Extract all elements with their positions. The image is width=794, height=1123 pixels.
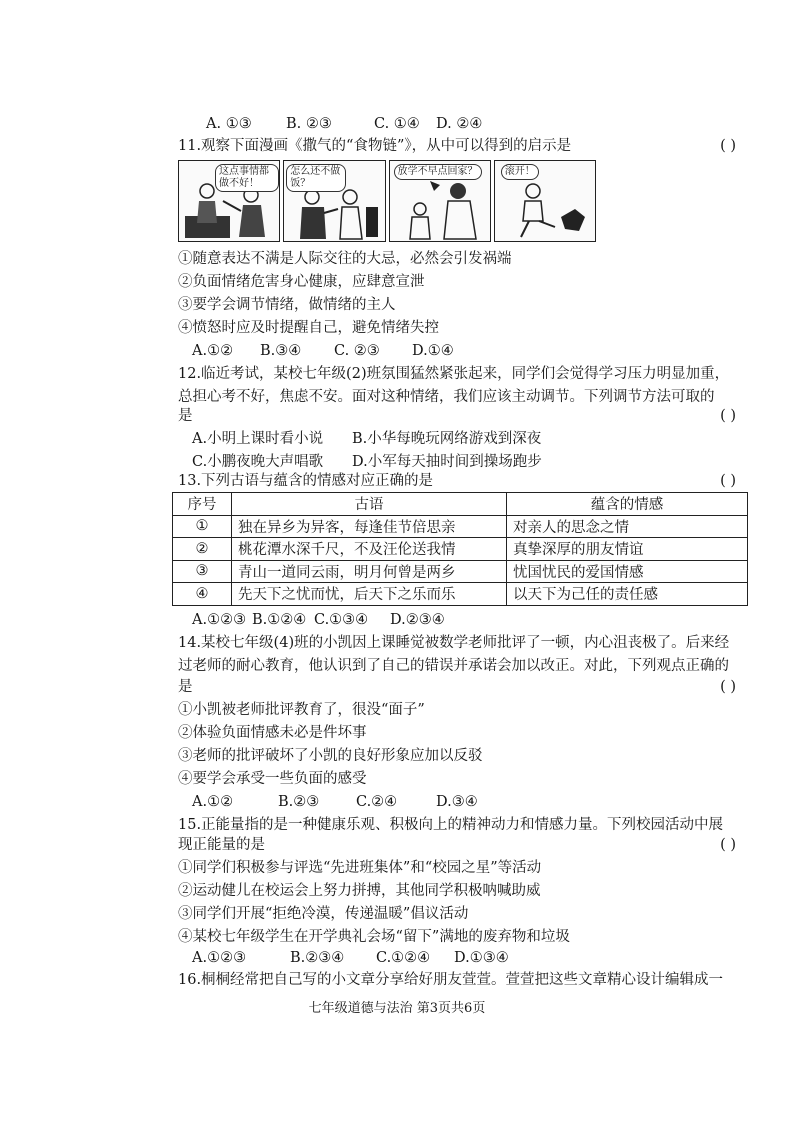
table-header-cell: 序号 <box>173 493 232 516</box>
q11-answer-paren: ( ) <box>720 138 736 154</box>
q16-stem-line1: 16.桐桐经常把自己写的小文章分享给好朋友萱萱。萱萱把这些文章精心设计编辑成一 <box>178 972 724 988</box>
q11-option-a: A.①② <box>192 343 234 359</box>
q12-option-d: D.小军每天抽时间到操场跑步 <box>352 454 542 470</box>
q12-option-c: C.小鹏夜晚大声唱歌 <box>192 454 324 470</box>
table-header-cell: 古语 <box>232 493 507 516</box>
q15-option-a: A.①②③ <box>192 950 247 966</box>
comic-bubble-4: 滚开！ <box>501 164 539 180</box>
q13-stem: 13.下列古语与蕴含的情感对应正确的是 <box>178 473 434 489</box>
comic-panel-1 <box>178 160 280 242</box>
q15-item-2: ②运动健儿在校运会上努力拼搏，其他同学积极呐喊助威 <box>178 883 541 899</box>
table-row <box>173 538 748 561</box>
q14-answer-paren: ( ) <box>720 679 736 695</box>
q14-stem-line1: 14.某校七年级(4)班的小凯因上课睡觉被数学老师批评了一顿，内心沮丧极了。后来经 <box>178 635 730 651</box>
table-cell: ② <box>173 538 232 561</box>
q15-option-d: D.①③④ <box>454 950 509 966</box>
table-cell: 独在异乡为异客，每逢佳节倍思亲 <box>232 515 507 538</box>
q10-option-a: A. ①③ <box>206 116 252 132</box>
q10-option-b: B. ②③ <box>286 116 332 132</box>
q14-option-c: C.②④ <box>356 794 398 810</box>
comic-bubble-2: 怎么还不做饭？ <box>286 164 346 192</box>
q14-item-4: ④要学会承受一些负面的感受 <box>178 771 367 787</box>
table-cell: 先天下之忧而忧，后天下之乐而乐 <box>232 583 507 606</box>
q14-stem-line2: 过老师的耐心教育，他认识到了自己的错误并承诺会加以改正。对此，下列观点正确的 <box>178 658 729 674</box>
q13-options <box>192 610 445 630</box>
table-row <box>173 515 748 538</box>
table-cell: 对亲人的思念之情 <box>507 515 748 538</box>
q15-item-1: ①同学们积极参与评选“先进班集体”和“校园之星”等活动 <box>178 860 542 876</box>
q13-table <box>172 492 748 606</box>
q14-option-d: D.③④ <box>436 794 478 810</box>
table-cell: 忧国忧民的爱国情感 <box>507 560 748 583</box>
q14-options <box>192 792 478 812</box>
q13-answer-paren: ( ) <box>720 473 736 489</box>
table-row <box>173 583 748 606</box>
q15-item-4: ④某校七年级学生在开学典礼会场“留下”满地的废弃物和垃圾 <box>178 929 570 945</box>
table-cell: ③ <box>173 560 232 583</box>
table-cell: ① <box>173 515 232 538</box>
q10-option-d: D. ②④ <box>436 116 483 132</box>
q12-option-b: B.小华每晚玩网络游戏到深夜 <box>352 431 542 447</box>
table-cell: 青山一道同云雨，明月何曾是两乡 <box>232 560 507 583</box>
q12-answer-paren: ( ) <box>720 408 736 424</box>
q11-item-3: ③要学会调节情绪，做情绪的主人 <box>178 297 396 313</box>
q14-item-2: ②体验负面情感未必是件坏事 <box>178 725 367 741</box>
q11-option-d: D.①④ <box>412 343 454 359</box>
table-cell: 以天下为己任的责任感 <box>507 583 748 606</box>
table-row <box>173 560 748 583</box>
q11-comic-strip <box>178 160 596 242</box>
q15-option-c: C.①②④ <box>376 950 431 966</box>
q14-item-3: ③老师的批评破坏了小凯的良好形象应加以反驳 <box>178 748 483 764</box>
q14-option-b: B.②③ <box>278 794 320 810</box>
q13-option-b: B.①②④ <box>252 612 307 628</box>
q15-item-3: ③同学们开展“拒绝冷漠，传递温暖”倡议活动 <box>178 906 469 922</box>
q11-stem: 11.观察下面漫画《撒气的“食物链”》，从中可以得到的启示是 <box>178 138 572 154</box>
table-cell: 桃花潭水深千尺，不及汪伦送我情 <box>232 538 507 561</box>
q12-stem-line1: 12.临近考试，某校七年级(2)班氛围猛然紧张起来，同学们会觉得学习压力明显加重， <box>178 366 730 382</box>
q11-option-c: C. ②③ <box>334 343 380 359</box>
q15-answer-paren: ( ) <box>720 837 736 853</box>
q13-option-c: C.①③④ <box>314 612 369 628</box>
comic-bubble-3: 放学不早点回家？ <box>394 164 482 180</box>
q11-item-4: ④愤怒时应及时提醒自己，避免情绪失控 <box>178 320 439 336</box>
table-cell: 真挚深厚的朋友情谊 <box>507 538 748 561</box>
q14-option-a: A.①② <box>192 794 234 810</box>
q11-options <box>192 341 454 361</box>
q15-options <box>192 948 509 968</box>
table-cell: ④ <box>173 583 232 606</box>
page-footer: 七年级道德与法治 第3页共6页 <box>308 1001 486 1016</box>
q11-item-2: ②负面情绪危害身心健康，应肆意宣泄 <box>178 274 425 290</box>
q11-option-b: B.③④ <box>260 343 302 359</box>
comic-panel-3 <box>389 160 491 242</box>
q13-option-d: D.②③④ <box>390 612 445 628</box>
q15-stem-line2: 现正能量的是 <box>178 837 265 853</box>
table-header-cell: 蕴含的情感 <box>507 493 748 516</box>
q10-options <box>206 114 482 134</box>
table-header-row <box>173 493 748 516</box>
comic-panel-4 <box>494 160 596 242</box>
comic-panel-2 <box>283 160 385 242</box>
q14-stem-line3: 是 <box>178 679 193 695</box>
comic-bubble-1: 这点事情都做不好！ <box>215 164 279 192</box>
q12-stem-line3: 是 <box>178 408 193 424</box>
q14-item-1: ①小凯被老师批评教育了，很没“面子” <box>178 702 425 718</box>
q15-option-b: B.②③④ <box>290 950 345 966</box>
q12-stem-line2: 总担心考不好，焦虑不安。面对这种情绪，我们应该主动调节。下列调节方法可取的 <box>178 389 715 405</box>
q13-option-a: A.①②③ <box>192 612 247 628</box>
q10-option-c: C. ①④ <box>374 116 420 132</box>
q12-option-a: A.小明上课时看小说 <box>192 431 324 447</box>
q11-item-1: ①随意表达不满是人际交往的大忌，必然会引发祸端 <box>178 251 512 267</box>
q15-stem-line1: 15.正能量指的是一种健康乐观、积极向上的精神动力和情感力量。下列校园活动中展 <box>178 817 724 833</box>
